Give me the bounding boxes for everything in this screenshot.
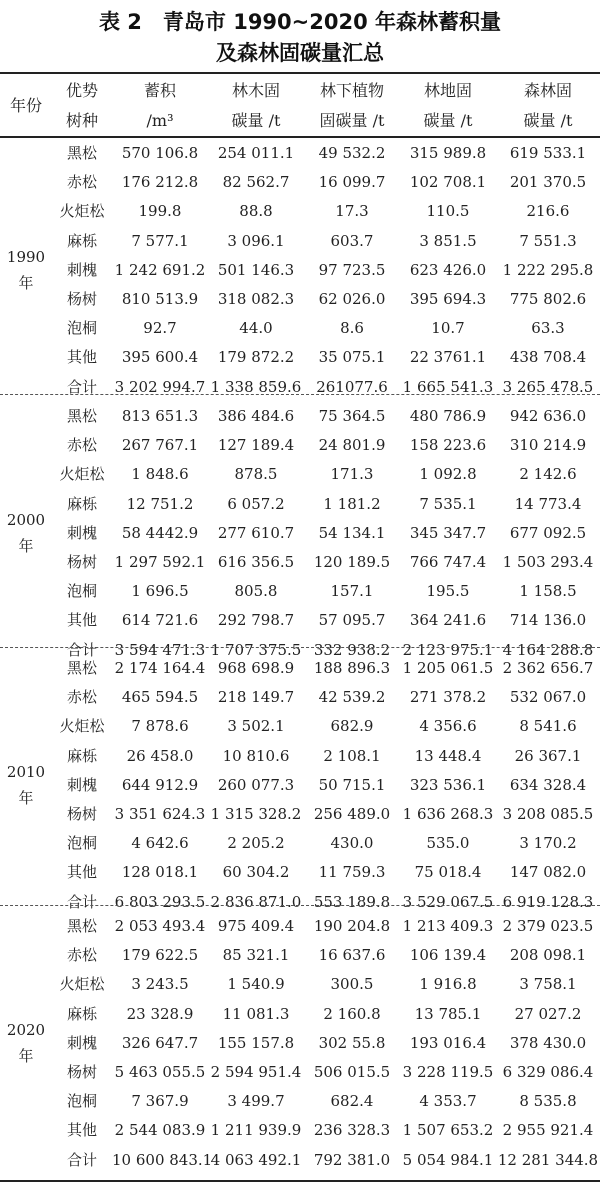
understory-carbon-cell: 42 539.2 xyxy=(318,688,386,707)
soil-carbon-cell: 158 223.6 xyxy=(409,436,487,455)
tree-carbon-cell: 292 798.7 xyxy=(217,611,295,630)
year-cell xyxy=(0,654,52,917)
forest-carbon-cell: 6 329 086.4 xyxy=(502,1063,594,1082)
tree-carbon-cell: 501 146.3 xyxy=(217,260,295,279)
header-soil-carbon-2: 碳量 /t xyxy=(423,111,473,130)
stock-cell: 1 242 691.2 xyxy=(114,260,206,279)
understory-carbon-cell: 75 364.5 xyxy=(318,407,386,426)
tree-carbon-cell: 11 081.3 xyxy=(222,1004,290,1023)
forest-carbon-cell: 1 222 295.8 xyxy=(502,260,594,279)
species-cell: 合计 xyxy=(66,1150,97,1169)
species-cell: 火炬松 xyxy=(59,465,105,484)
species-cell: 麻栎 xyxy=(66,231,97,250)
species-cell: 杨树 xyxy=(66,290,97,309)
tree-carbon-cell: 218 149.7 xyxy=(217,688,295,707)
forest-carbon-cell: 2 379 023.5 xyxy=(502,917,594,936)
table-row xyxy=(0,1029,600,1058)
forest-carbon-cell: 532 067.0 xyxy=(509,688,587,707)
year-cell xyxy=(0,139,52,402)
header-tree-carbon-1: 林木固 xyxy=(231,81,280,100)
understory-carbon-cell: 682.4 xyxy=(330,1092,374,1111)
species-cell: 赤松 xyxy=(66,946,97,965)
forest-carbon-cell: 714 136.0 xyxy=(509,611,587,630)
tree-carbon-cell: 254 011.1 xyxy=(217,144,295,163)
stock-cell: 2 174 164.4 xyxy=(114,659,206,678)
table-title-line1: 表 2 青岛市 1990~2020 年森林蓄积量 xyxy=(98,10,502,34)
stock-cell: 3 202 994.7 xyxy=(114,377,206,396)
year-number: 1990 xyxy=(6,248,46,267)
stock-cell: 26 458.0 xyxy=(126,746,194,765)
species-cell: 合计 xyxy=(66,377,97,396)
soil-carbon-cell: 4 353.7 xyxy=(419,1092,477,1111)
group-divider xyxy=(0,394,600,395)
understory-carbon-cell: 97 723.5 xyxy=(318,260,386,279)
stock-cell: 644 912.9 xyxy=(121,775,199,794)
soil-carbon-cell: 2 123 975.1 xyxy=(402,640,494,659)
year-suffix: 年 xyxy=(18,1047,34,1066)
soil-carbon-cell: 535.0 xyxy=(426,834,470,853)
tree-carbon-cell: 1 540.9 xyxy=(227,975,285,994)
stock-cell: 395 600.4 xyxy=(121,348,199,367)
species-cell: 合计 xyxy=(66,640,97,659)
understory-carbon-cell: 11 759.3 xyxy=(318,863,386,882)
stock-cell: 7 367.9 xyxy=(131,1092,189,1111)
soil-carbon-cell: 480 786.9 xyxy=(409,407,487,426)
species-cell: 其他 xyxy=(66,863,97,882)
stock-cell: 10 600 843.1 xyxy=(112,1150,213,1169)
forest-carbon-cell: 942 636.0 xyxy=(509,407,587,426)
header-soil-carbon-1: 林地固 xyxy=(423,81,472,100)
table-row xyxy=(0,1000,600,1029)
table-row xyxy=(0,606,600,635)
understory-carbon-cell: 553 189.8 xyxy=(313,892,391,911)
stock-cell: 58 4442.9 xyxy=(121,523,199,542)
bottom-rule xyxy=(0,1180,600,1182)
forest-carbon-cell: 2 362 656.7 xyxy=(502,659,594,678)
tree-carbon-cell: 3 499.7 xyxy=(227,1092,285,1111)
soil-carbon-cell: 3 529 067.5 xyxy=(402,892,494,911)
species-cell: 黑松 xyxy=(66,659,97,678)
understory-carbon-cell: 256 489.0 xyxy=(313,805,391,824)
understory-carbon-cell: 302 55.8 xyxy=(318,1033,386,1052)
tree-carbon-cell: 386 484.6 xyxy=(217,407,295,426)
understory-carbon-cell: 8.6 xyxy=(340,319,364,338)
table-row xyxy=(0,742,600,771)
header-year: 年份 xyxy=(9,96,42,115)
species-cell: 泡桐 xyxy=(66,834,97,853)
stock-cell: 570 106.8 xyxy=(121,144,199,163)
understory-carbon-cell: 35 075.1 xyxy=(318,348,386,367)
tree-carbon-cell: 6 057.2 xyxy=(227,494,285,513)
forest-carbon-cell: 1 158.5 xyxy=(519,582,577,601)
tree-carbon-cell: 616 356.5 xyxy=(217,553,295,572)
table-row xyxy=(0,800,600,829)
understory-carbon-cell: 190 204.8 xyxy=(313,917,391,936)
stock-cell: 6 803 293.5 xyxy=(114,892,206,911)
soil-carbon-cell: 315 989.8 xyxy=(409,144,487,163)
tree-carbon-cell: 318 082.3 xyxy=(217,290,295,309)
soil-carbon-cell: 1 916.8 xyxy=(419,975,477,994)
soil-carbon-cell: 1 636 268.3 xyxy=(402,805,494,824)
stock-cell: 813 651.3 xyxy=(121,407,199,426)
table-row xyxy=(0,548,600,577)
soil-carbon-cell: 13 448.4 xyxy=(414,746,482,765)
forest-carbon-cell: 310 214.9 xyxy=(509,436,587,455)
stock-cell: 810 513.9 xyxy=(121,290,199,309)
table-row xyxy=(0,941,600,970)
table-row xyxy=(0,829,600,858)
understory-carbon-cell: 16 637.6 xyxy=(318,946,386,965)
forest-carbon-cell: 1 503 293.4 xyxy=(502,553,594,572)
species-cell: 赤松 xyxy=(66,688,97,707)
species-cell: 泡桐 xyxy=(66,582,97,601)
table-row xyxy=(0,490,600,519)
soil-carbon-cell: 13 785.1 xyxy=(414,1004,482,1023)
forest-carbon-cell: 438 708.4 xyxy=(509,348,587,367)
forest-carbon-cell: 63.3 xyxy=(531,319,565,338)
tree-carbon-cell: 85 321.1 xyxy=(222,946,290,965)
tree-carbon-cell: 260 077.3 xyxy=(217,775,295,794)
table-row xyxy=(0,256,600,285)
soil-carbon-cell: 271 378.2 xyxy=(409,688,487,707)
forest-carbon-cell: 378 430.0 xyxy=(509,1033,587,1052)
species-cell: 黑松 xyxy=(66,407,97,426)
stock-cell: 12 751.2 xyxy=(126,494,194,513)
table-row xyxy=(0,1146,600,1175)
soil-carbon-cell: 7 535.1 xyxy=(419,494,477,513)
tree-carbon-cell: 3 096.1 xyxy=(227,231,285,250)
table-header xyxy=(0,76,600,136)
species-cell: 刺槐 xyxy=(66,775,97,794)
tree-carbon-cell: 805.8 xyxy=(234,582,278,601)
species-cell: 刺槐 xyxy=(66,523,97,542)
year-number: 2020 xyxy=(6,1021,46,1040)
tree-carbon-cell: 1 338 859.6 xyxy=(210,377,302,396)
tree-carbon-cell: 3 502.1 xyxy=(227,717,285,736)
forest-carbon-cell: 8 541.6 xyxy=(519,717,577,736)
soil-carbon-cell: 766 747.4 xyxy=(409,553,487,572)
table-title-line2: 及森林固碳量汇总 xyxy=(216,41,384,65)
stock-cell: 176 212.8 xyxy=(121,173,199,192)
stock-cell: 1 297 592.1 xyxy=(114,553,206,572)
species-cell: 刺槐 xyxy=(66,1033,97,1052)
species-cell: 火炬松 xyxy=(59,975,105,994)
stock-cell: 92.7 xyxy=(143,319,177,338)
species-cell: 杨树 xyxy=(66,1063,97,1082)
soil-carbon-cell: 323 536.1 xyxy=(409,775,487,794)
table-row xyxy=(0,139,600,168)
forest-carbon-cell: 2 955 921.4 xyxy=(502,1121,594,1140)
year-suffix: 年 xyxy=(18,274,34,293)
forest-carbon-cell: 26 367.1 xyxy=(514,746,582,765)
table-row xyxy=(0,912,600,941)
forest-carbon-cell: 7 551.3 xyxy=(519,231,577,250)
stock-cell: 5 463 055.5 xyxy=(114,1063,206,1082)
table-row xyxy=(0,197,600,226)
species-cell: 黑松 xyxy=(66,917,97,936)
year-suffix: 年 xyxy=(18,537,34,556)
forest-carbon-cell: 775 802.6 xyxy=(509,290,587,309)
table-row xyxy=(0,519,600,548)
table-row xyxy=(0,285,600,314)
species-cell: 麻栎 xyxy=(66,1004,97,1023)
tree-carbon-cell: 82 562.7 xyxy=(222,173,290,192)
understory-carbon-cell: 50 715.1 xyxy=(318,775,386,794)
year-number: 2000 xyxy=(6,511,46,530)
tree-carbon-cell: 2 594 951.4 xyxy=(210,1063,302,1082)
table-row xyxy=(0,1087,600,1116)
stock-cell: 3 243.5 xyxy=(131,975,189,994)
species-cell: 泡桐 xyxy=(66,1092,97,1111)
species-cell: 合计 xyxy=(66,892,97,911)
year-cell xyxy=(0,402,52,665)
species-cell: 赤松 xyxy=(66,173,97,192)
forest-carbon-cell: 201 370.5 xyxy=(509,173,587,192)
stock-cell: 4 642.6 xyxy=(131,834,189,853)
soil-carbon-cell: 3 851.5 xyxy=(419,231,477,250)
stock-cell: 1 848.6 xyxy=(131,465,189,484)
understory-carbon-cell: 603.7 xyxy=(330,231,374,250)
species-cell: 麻栎 xyxy=(66,494,97,513)
tree-carbon-cell: 968 698.9 xyxy=(217,659,295,678)
soil-carbon-cell: 5 054 984.1 xyxy=(402,1150,494,1169)
stock-cell: 2 053 493.4 xyxy=(114,917,206,936)
stock-cell: 7 878.6 xyxy=(131,717,189,736)
header-species-1: 优势 xyxy=(65,81,98,100)
tree-carbon-cell: 10 810.6 xyxy=(222,746,290,765)
table-row xyxy=(0,1058,600,1087)
year-number: 2010 xyxy=(6,763,46,782)
understory-carbon-cell: 261077.6 xyxy=(316,377,388,396)
species-cell: 杨树 xyxy=(66,553,97,572)
group-divider xyxy=(0,905,600,906)
tree-carbon-cell: 155 157.8 xyxy=(217,1033,295,1052)
forest-carbon-cell: 619 533.1 xyxy=(509,144,587,163)
species-cell: 赤松 xyxy=(66,436,97,455)
table-row xyxy=(0,577,600,606)
stock-cell: 465 594.5 xyxy=(121,688,199,707)
soil-carbon-cell: 1 092.8 xyxy=(419,465,477,484)
understory-carbon-cell: 300.5 xyxy=(330,975,374,994)
stock-cell: 179 622.5 xyxy=(121,946,199,965)
table-row xyxy=(0,970,600,999)
understory-carbon-cell: 2 108.1 xyxy=(323,746,381,765)
soil-carbon-cell: 4 356.6 xyxy=(419,717,477,736)
soil-carbon-cell: 1 665 541.3 xyxy=(402,377,494,396)
species-cell: 杨树 xyxy=(66,805,97,824)
forest-carbon-cell: 4 164 288.8 xyxy=(502,640,594,659)
understory-carbon-cell: 236 328.3 xyxy=(313,1121,391,1140)
table-row xyxy=(0,168,600,197)
forest-carbon-cell: 2 142.6 xyxy=(519,465,577,484)
forest-carbon-cell: 12 281 344.8 xyxy=(497,1150,599,1169)
soil-carbon-cell: 22 3761.1 xyxy=(409,348,487,367)
soil-carbon-cell: 195.5 xyxy=(426,582,470,601)
forest-carbon-cell: 8 535.8 xyxy=(519,1092,577,1111)
stock-cell: 3 351 624.3 xyxy=(114,805,206,824)
forest-carbon-cell: 147 082.0 xyxy=(509,863,587,882)
table-row xyxy=(0,460,600,489)
soil-carbon-cell: 106 139.4 xyxy=(409,946,487,965)
header-understory-carbon-1: 林下植物 xyxy=(319,81,384,100)
soil-carbon-cell: 102 708.1 xyxy=(409,173,487,192)
stock-cell: 267 767.1 xyxy=(121,436,199,455)
understory-carbon-cell: 2 160.8 xyxy=(323,1004,381,1023)
header-rule xyxy=(0,136,600,138)
tree-carbon-cell: 878.5 xyxy=(234,465,278,484)
tree-carbon-cell: 179 872.2 xyxy=(217,348,295,367)
header-species-2: 树种 xyxy=(65,111,98,130)
year-group-1990 xyxy=(0,139,600,402)
forest-carbon-cell: 3 170.2 xyxy=(519,834,577,853)
species-cell: 其他 xyxy=(66,348,97,367)
header-stock-unit: /m³ xyxy=(146,111,174,130)
tree-carbon-cell: 4 063 492.1 xyxy=(210,1150,302,1169)
understory-carbon-cell: 682.9 xyxy=(330,717,374,736)
table-row xyxy=(0,712,600,741)
year-group-2010 xyxy=(0,654,600,917)
forest-carbon-cell: 634 328.4 xyxy=(509,775,587,794)
understory-carbon-cell: 24 801.9 xyxy=(318,436,386,455)
stock-cell: 1 696.5 xyxy=(131,582,189,601)
understory-carbon-cell: 792 381.0 xyxy=(313,1150,391,1169)
header-stock-1: 蓄积 xyxy=(143,81,176,100)
species-cell: 麻栎 xyxy=(66,746,97,765)
forest-carbon-cell: 3 208 085.5 xyxy=(502,805,594,824)
forest-carbon-cell: 6 919 128.3 xyxy=(502,892,594,911)
soil-carbon-cell: 10.7 xyxy=(431,319,465,338)
forest-carbon-cell: 677 092.5 xyxy=(509,523,587,542)
soil-carbon-cell: 395 694.3 xyxy=(409,290,487,309)
tree-carbon-cell: 975 409.4 xyxy=(217,917,295,936)
header-forest-carbon-1: 森林固 xyxy=(523,81,572,100)
table-row xyxy=(0,402,600,431)
header-tree-carbon-2: 碳量 /t xyxy=(231,111,281,130)
stock-cell: 7 577.1 xyxy=(131,231,189,250)
tree-carbon-cell: 1 211 939.9 xyxy=(210,1121,302,1140)
tree-carbon-cell: 277 610.7 xyxy=(217,523,295,542)
table-row xyxy=(0,343,600,372)
soil-carbon-cell: 1 213 409.3 xyxy=(402,917,494,936)
year-group-2020 xyxy=(0,912,600,1175)
understory-carbon-cell: 49 532.2 xyxy=(318,144,386,163)
soil-carbon-cell: 3 228 119.5 xyxy=(402,1063,494,1082)
stock-cell: 614 721.6 xyxy=(121,611,199,630)
soil-carbon-cell: 75 018.4 xyxy=(414,863,482,882)
table-row xyxy=(0,1116,600,1145)
understory-carbon-cell: 57 095.7 xyxy=(318,611,386,630)
tree-carbon-cell: 44.0 xyxy=(239,319,273,338)
understory-carbon-cell: 17.3 xyxy=(335,202,369,221)
species-cell: 其他 xyxy=(66,1121,97,1140)
top-rule xyxy=(0,72,600,74)
table-row xyxy=(0,431,600,460)
understory-carbon-cell: 120 189.5 xyxy=(313,553,391,572)
table-row xyxy=(0,654,600,683)
stock-cell: 23 328.9 xyxy=(126,1004,194,1023)
soil-carbon-cell: 623 426.0 xyxy=(409,260,487,279)
understory-carbon-cell: 332 938.2 xyxy=(313,640,391,659)
understory-carbon-cell: 430.0 xyxy=(330,834,374,853)
table-row xyxy=(0,314,600,343)
species-cell: 黑松 xyxy=(66,144,97,163)
tree-carbon-cell: 88.8 xyxy=(239,202,273,221)
stock-cell: 199.8 xyxy=(138,202,182,221)
year-cell xyxy=(0,912,52,1175)
table-row xyxy=(0,227,600,256)
species-cell: 其他 xyxy=(66,611,97,630)
tree-carbon-cell: 1 315 328.2 xyxy=(210,805,302,824)
understory-carbon-cell: 157.1 xyxy=(330,582,374,601)
soil-carbon-cell: 364 241.6 xyxy=(409,611,487,630)
forest-carbon-cell: 27 027.2 xyxy=(514,1004,582,1023)
understory-carbon-cell: 16 099.7 xyxy=(318,173,386,192)
understory-carbon-cell: 54 134.1 xyxy=(318,523,386,542)
tree-carbon-cell: 127 189.4 xyxy=(217,436,295,455)
soil-carbon-cell: 345 347.7 xyxy=(409,523,487,542)
table-row xyxy=(0,771,600,800)
tree-carbon-cell: 1 707 375.5 xyxy=(210,640,302,659)
understory-carbon-cell: 171.3 xyxy=(330,465,374,484)
stock-cell: 3 594 471.3 xyxy=(114,640,206,659)
stock-cell: 128 018.1 xyxy=(121,863,199,882)
tree-carbon-cell: 2 836 871.0 xyxy=(210,892,302,911)
header-forest-carbon-2: 碳量 /t xyxy=(523,111,573,130)
forest-carbon-cell: 14 773.4 xyxy=(514,494,582,513)
forest-carbon-cell: 3 265 478.5 xyxy=(502,377,594,396)
table-row xyxy=(0,683,600,712)
group-divider xyxy=(0,647,600,648)
species-cell: 火炬松 xyxy=(59,717,105,736)
understory-carbon-cell: 188 896.3 xyxy=(313,659,391,678)
year-suffix: 年 xyxy=(18,789,34,808)
tree-carbon-cell: 2 205.2 xyxy=(227,834,285,853)
forest-carbon-cell: 208 098.1 xyxy=(509,946,587,965)
understory-carbon-cell: 506 015.5 xyxy=(313,1063,391,1082)
stock-cell: 326 647.7 xyxy=(121,1033,199,1052)
forest-carbon-cell: 216.6 xyxy=(526,202,570,221)
species-cell: 泡桐 xyxy=(66,319,97,338)
soil-carbon-cell: 1 205 061.5 xyxy=(402,659,494,678)
table-row xyxy=(0,858,600,887)
species-cell: 火炬松 xyxy=(59,202,105,221)
understory-carbon-cell: 1 181.2 xyxy=(323,494,381,513)
header-understory-carbon-2: 固碳量 /t xyxy=(319,111,385,130)
species-cell: 刺槐 xyxy=(66,260,97,279)
year-group-2000 xyxy=(0,402,600,665)
soil-carbon-cell: 1 507 653.2 xyxy=(402,1121,494,1140)
stock-cell: 2 544 083.9 xyxy=(114,1121,206,1140)
forest-carbon-cell: 3 758.1 xyxy=(519,975,577,994)
tree-carbon-cell: 60 304.2 xyxy=(222,863,290,882)
soil-carbon-cell: 110.5 xyxy=(426,202,470,221)
soil-carbon-cell: 193 016.4 xyxy=(409,1033,487,1052)
table-row xyxy=(0,373,600,402)
understory-carbon-cell: 62 026.0 xyxy=(318,290,386,309)
